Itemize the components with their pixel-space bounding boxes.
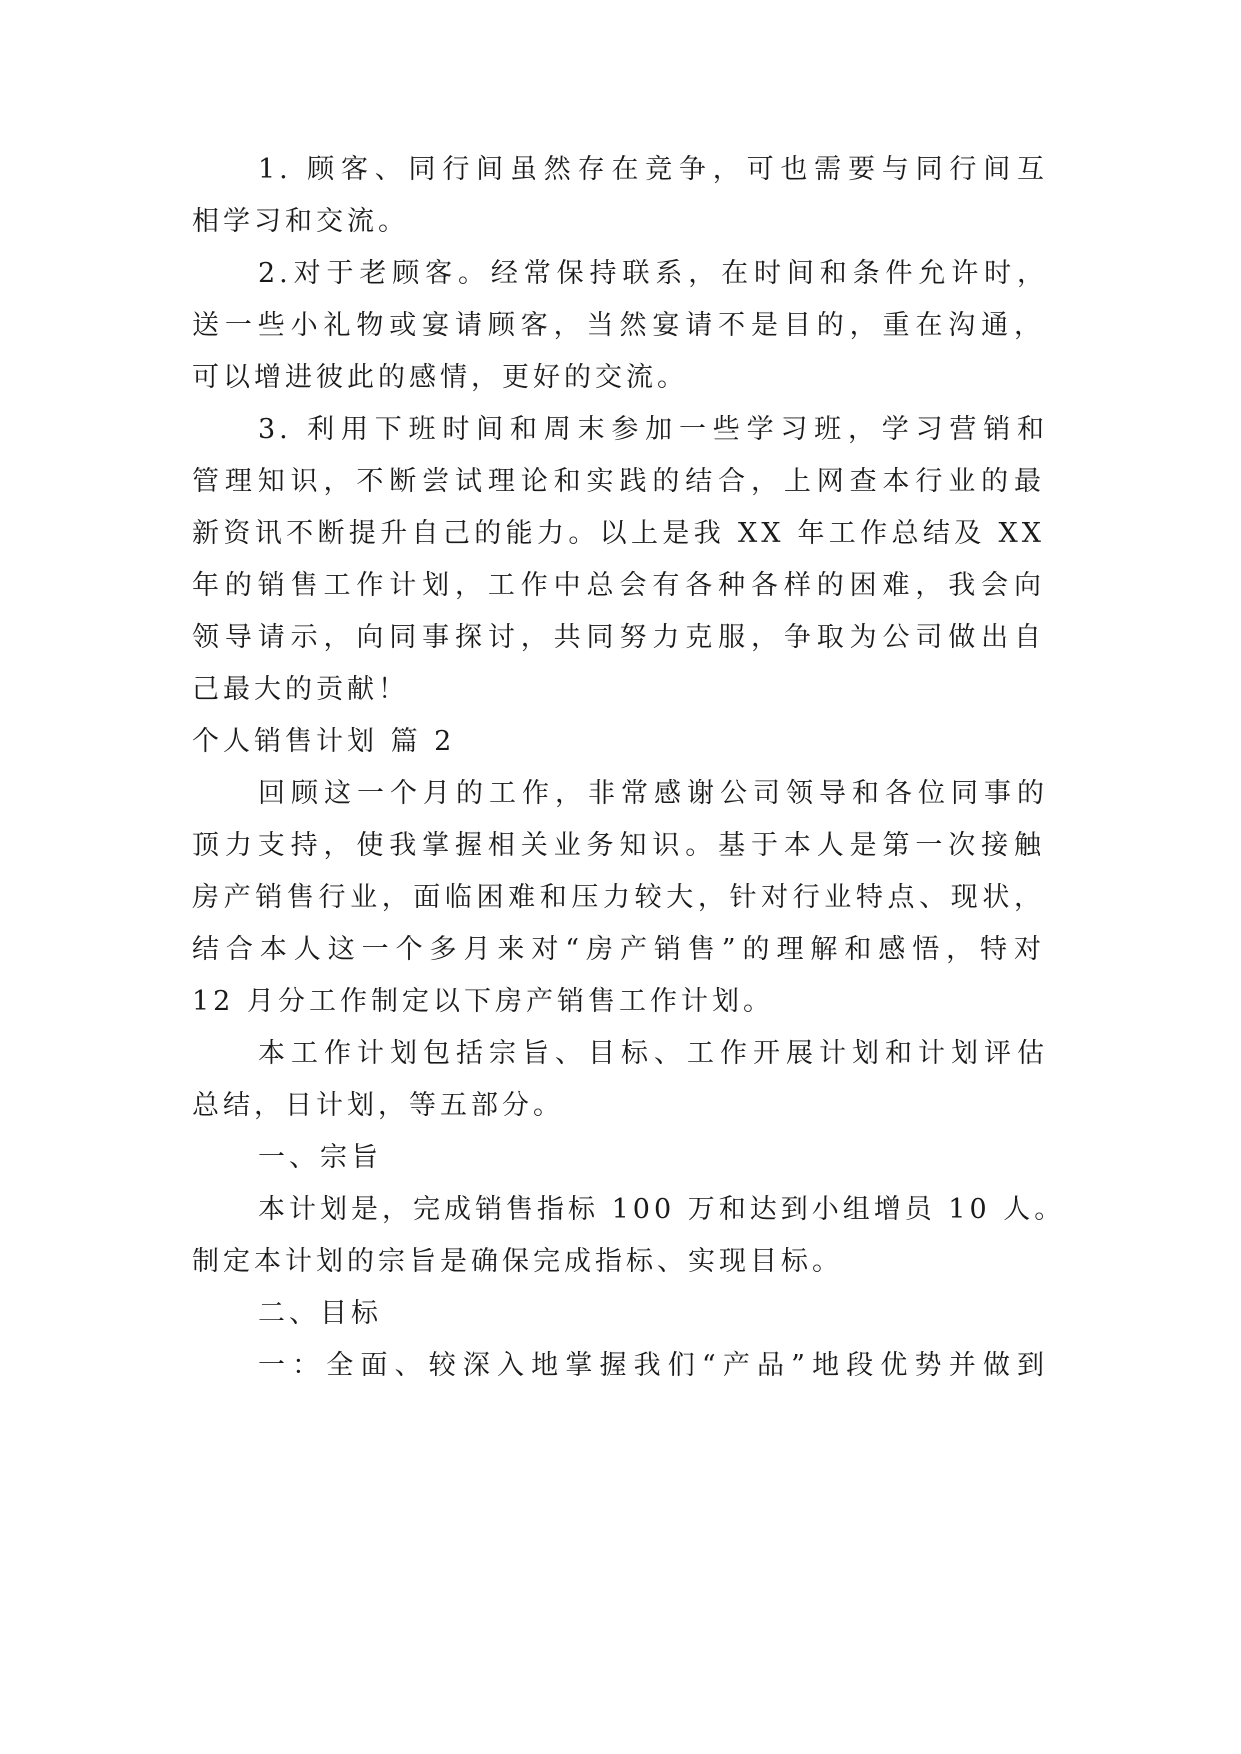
paragraph-line: 3. 利用下班时间和周末参加一些学习班，学习营销和: [258, 414, 1048, 445]
paragraph-line: 年的销售工作计划，工作中总会有各种各样的困难，我会向: [192, 570, 1045, 601]
paragraph-line: 管理知识，不断尝试理论和实践的结合，上网查本行业的最: [192, 466, 1045, 497]
paragraph-line: 房产销售行业，面临困难和压力较大，针对行业特点、现状，: [192, 882, 1045, 913]
paragraph-line: 本计划是，完成销售指标 100 万和达到小组增员 10 人。: [258, 1194, 1066, 1225]
paragraph-line: 可以增进彼此的感情，更好的交流。: [192, 362, 688, 393]
paragraph-line: 送一些小礼物或宴请顾客，当然宴请不是目的，重在沟通，: [192, 310, 1045, 341]
paragraph-line: 回顾这一个月的工作，非常感谢公司领导和各位同事的: [258, 778, 1048, 809]
paragraph-line: 1. 顾客、同行间虽然存在竞争，可也需要与同行间互: [258, 154, 1048, 185]
paragraph-line: 领导请示，向同事探讨，共同努力克服，争取为公司做出自: [192, 622, 1045, 653]
subsection-heading: 二、目标: [258, 1298, 382, 1329]
subsection-heading: 一、宗旨: [258, 1142, 382, 1173]
paragraph-line: 相学习和交流。: [192, 206, 409, 237]
paragraph-line: 己最大的贡献！: [192, 674, 409, 705]
paragraph-line: 新资讯不断提升自己的能力。以上是我 XX 年工作总结及 XX: [192, 518, 1045, 549]
paragraph-line: 2.对于老顾客。经常保持联系，在时间和条件允许时，: [258, 258, 1048, 289]
paragraph-line: 本工作计划包括宗旨、目标、工作开展计划和计划评估: [258, 1038, 1048, 1069]
paragraph-line: 制定本计划的宗旨是确保完成指标、实现目标。: [192, 1246, 843, 1277]
paragraph-line: 一：全面、较深入地掌握我们“产品”地段优势并做到: [258, 1350, 1048, 1381]
section-heading: 个人销售计划 篇 2: [192, 726, 456, 757]
paragraph-line: 结合本人这一个多月来对“房产销售”的理解和感悟，特对: [192, 934, 1045, 965]
paragraph-line: 顶力支持，使我掌握相关业务知识。基于本人是第一次接触: [192, 830, 1045, 861]
paragraph-line: 12 月分工作制定以下房产销售工作计划。: [192, 986, 774, 1017]
paragraph-line: 总结，日计划，等五部分。: [192, 1090, 564, 1121]
